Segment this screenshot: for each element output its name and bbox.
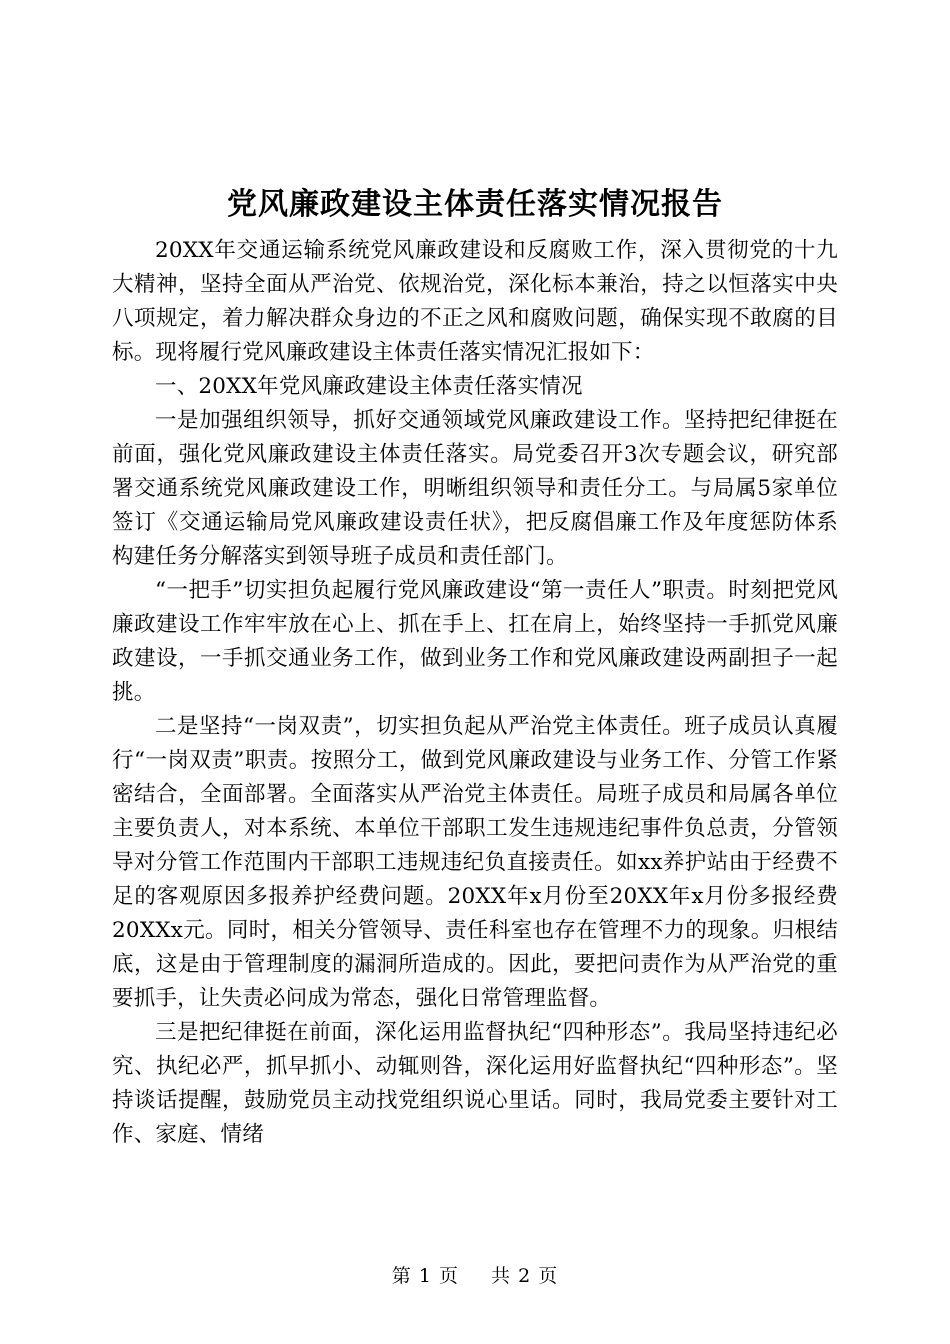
paragraph: 一、20XX年党风廉政建设主体责任落实情况 <box>155 374 583 399</box>
paragraph: 一是加强组织领导，抓好交通领域党风廉政建设工作。坚持把纪律挺在前面，强化党风廉政建设主体责任落实。局党委召开3次专题会议，研究部署交通系统党风廉政建设工作，明晰组织领导和责任分工。与局属5家单位签订《交通运输局党风廉政建设责任状》，把反腐倡廉工作及年度惩防体系构建任务分解落实到领导班子成员和责任部门。 <box>112 408 838 569</box>
paragraph: 20XX年交通运输系统党风廉政建设和反腐败工作，深入贯彻党的十九大精神，坚持全面从严治党、依规治党，深化标本兼治，持之以恒落实中央八项规定，着力解决群众身边的不正之风和腐败问题，确保实现不敢腐的目标。现将履行党风廉政建设主体责任落实情况汇报如下： <box>112 238 838 365</box>
paragraph: 二是坚持“一岗双责”，切实担负起从严治党主体责任。班子成员认真履行“一岗双责”职责。按照分工，做到党风廉政建设与业务工作、分管工作紧密结合，全面部署。全面落实从严治党主体责任。局班子成员和局属各单位主要负责人，对本系统、本单位干部职工发生违规违纪事件负总责，分管领导对分管工作范围内干部职工违规违纪负直接责任。如xx养护站由于经费不足的客观原因多报养护经费问题。20XX年x月份至20XX年x月份多报经费20XXx元。同时，相关分管领导、责任科室也存在管理不力的现象。归根结底，这是由于管理制度的漏洞所造成的。因此，要把问责作为从严治党的重要抓手，让失责必问成为常态，强化日常管理监督。 <box>112 714 838 1011</box>
page-title: 党风廉政建设主体责任落实情况报告 <box>227 187 723 222</box>
paragraph: 三是把纪律挺在前面，深化运用监督执纪“四种形态”。我局坚持违纪必究、执纪必严，抓早抓小、动辄则咎，深化运用好监督执纪“四种形态”。坚持谈话提醒，鼓励党员主动找党组织说心里话。同时，我局党委主要针对工作、家庭、情绪 <box>112 1020 838 1147</box>
footer-total-pages: 共 2 页 <box>491 1265 559 1287</box>
paragraph: “一把手”切实担负起履行党风廉政建设“第一责任人”职责。时刻把党风廉政建设工作牢牢放在心上、抓在手上、扛在肩上，始终坚持一手抓党风廉政建设，一手抓交通业务工作，做到业务工作和党风廉政建设两副担子一起挑。 <box>112 578 838 705</box>
page-footer <box>0 1261 950 1288</box>
footer-page-number: 第 1 页 <box>391 1265 459 1287</box>
